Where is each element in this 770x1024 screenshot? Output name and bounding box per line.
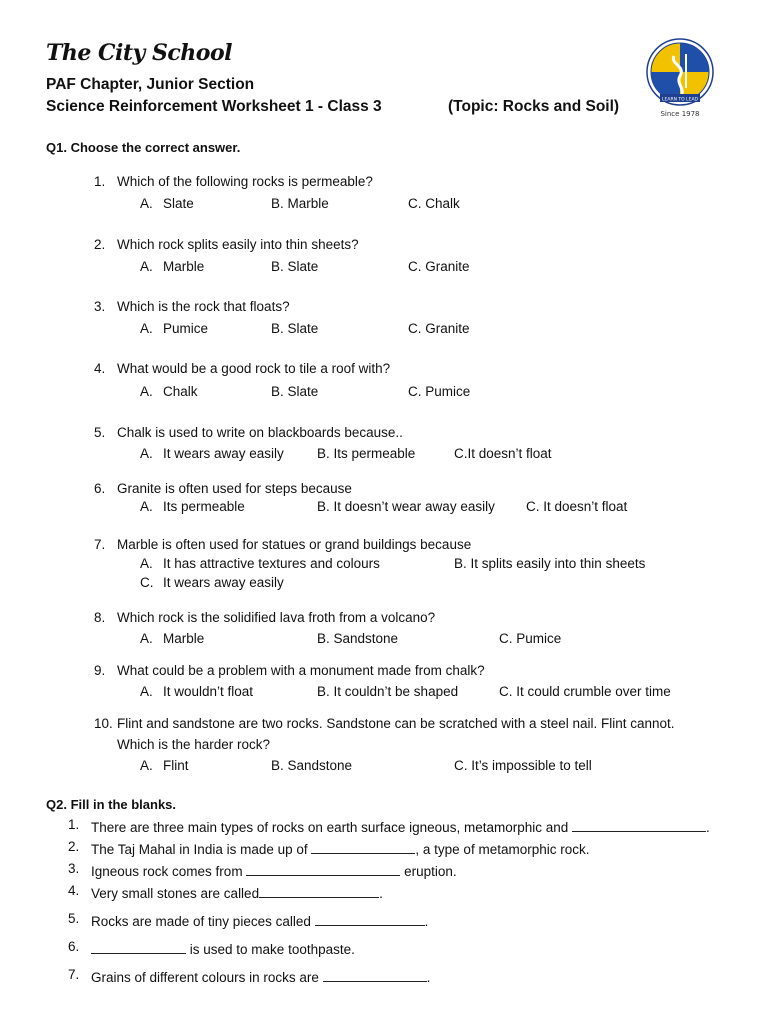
q1-7-option-c: It wears away easily [163, 575, 284, 590]
q1-8-number: 8. [94, 610, 106, 625]
q2-3-number: 3. [68, 861, 80, 876]
q1-3-question: Which is the rock that floats? [117, 299, 290, 314]
q1-5-option-a: It wears away easily [163, 446, 284, 461]
q2-7-number: 7. [68, 967, 80, 982]
q1-8-option-a: Marble [163, 631, 205, 646]
q2-5-number: 5. [68, 911, 80, 926]
q1-6-option-b: B. It doesn’t wear away easily [317, 499, 495, 514]
q2-4-blank[interactable] [259, 883, 379, 898]
q1-2-option-c: C. Granite [408, 259, 470, 274]
q1-10-option-c: C. It’s impossible to tell [454, 758, 592, 773]
logo-motto: LEARN TO LEAD [662, 97, 698, 103]
chapter-title: PAF Chapter, Junior Section [46, 76, 255, 93]
q2-6-post: is used to make toothpaste. [189, 942, 355, 957]
q2-3-line [91, 861, 457, 879]
logo-since: Since 1978 [660, 110, 700, 118]
q2-1-line [91, 817, 710, 835]
q2-1-post: . [706, 820, 710, 835]
q1-7-option-c-label: C. [140, 575, 154, 590]
q1-8-option-c: C. Pumice [499, 631, 562, 646]
q2-2-pre: The Taj Mahal in India is made up of [91, 842, 308, 857]
q2-7-blank[interactable] [323, 967, 427, 982]
q1-8-option-a-label: A. [140, 631, 153, 646]
q1-5-option-c: C.It doesn’t float [454, 446, 552, 461]
q1-4-option-b: B. Slate [271, 384, 319, 399]
q2-3-pre: Igneous rock comes from [91, 864, 243, 879]
q2-7-post: . [426, 970, 431, 985]
q1-7-number: 7. [94, 537, 106, 552]
q1-10-option-a: Flint [163, 758, 189, 773]
q1-5-option-a-label: A. [140, 446, 153, 461]
q2-2-blank[interactable] [311, 839, 415, 854]
q1-7-option-a-label: A. [140, 556, 153, 571]
q2-1-pre: There are three main types of rocks on earth surface igneous, metamorphic and [91, 820, 569, 835]
q1-9-option-b: B. It couldn’t be shaped [317, 684, 459, 699]
q2-1-blank[interactable] [572, 817, 706, 832]
q2-heading: Q2. Fill in the blanks. [46, 797, 177, 812]
q1-6-option-a: Its permeable [163, 499, 245, 514]
q1-2-option-a: Marble [163, 259, 205, 274]
q1-10-option-b: B. Sandstone [271, 758, 353, 773]
q1-4-option-a-label: A. [140, 384, 153, 399]
q1-6-option-a-label: A. [140, 499, 153, 514]
q2-7-line [91, 967, 430, 985]
q1-9-option-c: C. It could crumble over time [499, 684, 671, 699]
q1-1-question: Which of the following rocks is permeable? [117, 174, 373, 189]
q1-2-number: 2. [94, 237, 106, 252]
q1-5-number: 5. [94, 425, 106, 440]
q1-7-question: Marble is often used for statues or grand buildings because [117, 537, 472, 552]
q2-4-line [91, 883, 383, 901]
school-name: The City School [46, 40, 232, 66]
q1-7-option-b: B. It splits easily into thin sheets [454, 556, 646, 571]
topic-title: (Topic: Rocks and Soil) [448, 98, 620, 115]
q2-2-post: , a type of metamorphic rock. [415, 842, 590, 857]
q1-9-option-a: It wouldn’t float [163, 684, 254, 699]
q1-3-option-a-label: A. [140, 321, 153, 336]
q2-2-line [91, 839, 589, 857]
q2-3-blank[interactable] [246, 861, 400, 876]
q1-5-question: Chalk is used to write on blackboards because.. [117, 425, 403, 440]
q1-1-option-a: Slate [163, 196, 194, 211]
q1-1-option-b: B. Marble [271, 196, 329, 211]
q2-5-post: . [424, 914, 429, 929]
q1-4-option-c: C. Pumice [408, 384, 471, 399]
q2-4-number: 4. [68, 883, 80, 898]
q1-2-option-b: B. Slate [271, 259, 319, 274]
q2-4-pre: Very small stones are called [91, 886, 260, 901]
q2-7-pre: Grains of different colours in rocks are [91, 970, 319, 985]
q2-1-number: 1. [68, 817, 80, 832]
q1-heading: Q1. Choose the correct answer. [46, 140, 241, 155]
q1-8-question: Which rock is the solidified lava froth from a volcano? [117, 610, 436, 625]
q2-6-blank[interactable] [91, 939, 186, 954]
q1-3-option-b: B. Slate [271, 321, 319, 336]
worksheet-title: Science Reinforcement Worksheet 1 - Class 3 [46, 98, 382, 115]
q2-2-number: 2. [68, 839, 80, 854]
q1-5-option-b: B. Its permeable [317, 446, 416, 461]
q1-3-number: 3. [94, 299, 106, 314]
q1-1-option-c: C. Chalk [408, 196, 460, 211]
q2-6-line [91, 939, 355, 957]
q2-3-post: eruption. [404, 864, 457, 879]
q1-3-option-c: C. Granite [408, 321, 470, 336]
q1-9-number: 9. [94, 663, 106, 678]
q1-2-question: Which rock splits easily into thin sheets? [117, 237, 359, 252]
q2-5-line [91, 911, 428, 929]
q1-4-number: 4. [94, 361, 106, 376]
q1-4-question: What would be a good rock to tile a roof with? [117, 361, 391, 376]
school-logo [640, 36, 720, 120]
q1-9-option-a-label: A. [140, 684, 153, 699]
q1-8-option-b: B. Sandstone [317, 631, 399, 646]
q1-4-option-a: Chalk [163, 384, 198, 399]
q1-1-option-a-label: A. [140, 196, 153, 211]
q1-6-question: Granite is often used for steps because [117, 481, 352, 496]
q2-5-pre: Rocks are made of tiny pieces called [91, 914, 311, 929]
q1-2-option-a-label: A. [140, 259, 153, 274]
q2-4-post: . [379, 886, 383, 901]
q1-3-option-a: Pumice [163, 321, 209, 336]
q1-1-number: 1. [94, 174, 106, 189]
q1-7-option-a: It has attractive textures and colours [163, 556, 380, 571]
q1-6-number: 6. [94, 481, 106, 496]
q2-6-number: 6. [68, 939, 80, 954]
q1-10-option-a-label: A. [140, 758, 153, 773]
q1-10-number: 10. [94, 716, 113, 731]
q1-9-question: What could be a problem with a monument made from chalk? [117, 663, 485, 678]
q2-5-blank[interactable] [315, 911, 425, 926]
q1-10-question-line2: Which is the harder rock? [117, 737, 271, 752]
q1-6-option-c: C. It doesn’t float [526, 499, 628, 514]
q1-10-question: Flint and sandstone are two rocks. Sandstone can be scratched with a steel nail. Flint cannot. [117, 716, 675, 731]
